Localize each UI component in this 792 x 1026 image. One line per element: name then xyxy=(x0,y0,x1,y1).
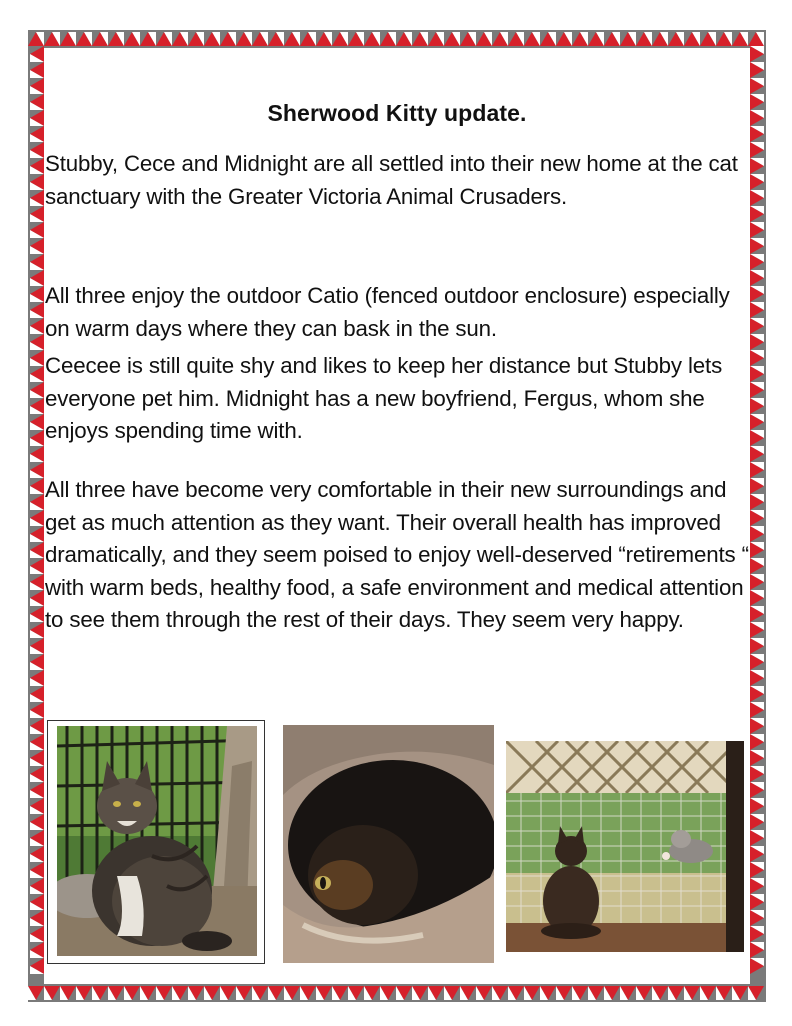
paragraph-1: Stubby, Cece and Midnight are all settled into their new home at the cat sanctuary with the Greater Victoria Animal Crusaders. xyxy=(45,151,738,209)
tortoiseshell-cat-photo xyxy=(283,725,494,963)
catio-cat-photo xyxy=(506,741,744,952)
paragraph-3: Ceecee is still quite shy and likes to keep her distance but Stubby lets everyone pet him. Midnight has a new boyfriend, Fergus, whom she enjoys spending time with. xyxy=(45,353,723,443)
document-title: Sherwood Kitty update. xyxy=(267,100,527,126)
tabby-cat-photo xyxy=(57,726,257,956)
paragraph-2: All three enjoy the outdoor Catio (fenced outdoor enclosure) especially on warm days where they can bask in the sun. xyxy=(45,283,730,341)
document-page xyxy=(44,48,750,984)
paragraph-4: All three have become very comfortable in their new surroundings and get as much attention as they want. Their overall health has improved dramatically, and they seem poised to enjoy well-deserved “retirements “ with warm beds, healthy food, a safe environment and medical attention to see them through the rest of their days. They seem very happy. xyxy=(45,477,749,632)
